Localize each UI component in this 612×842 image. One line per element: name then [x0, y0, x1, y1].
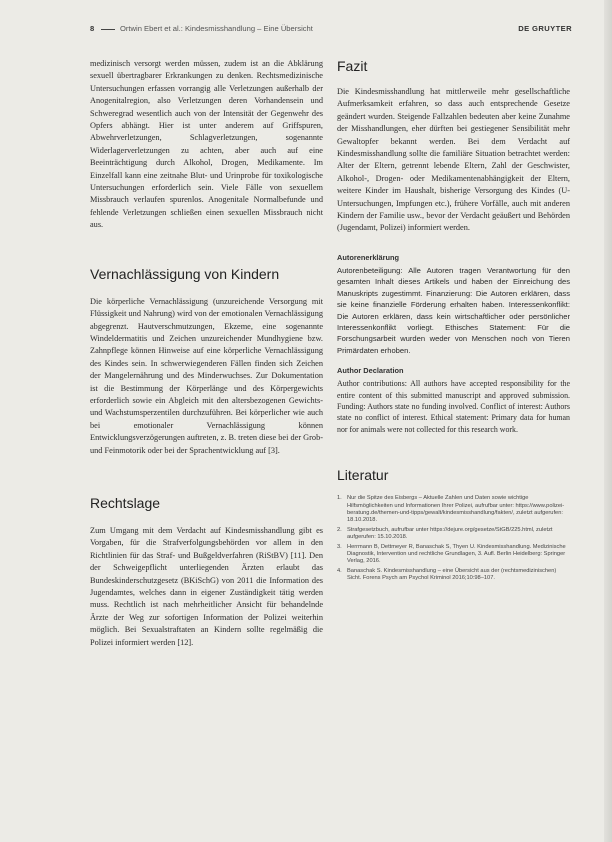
page-number: 8 [90, 24, 95, 33]
author-declaration-heading-en: Author Declaration [337, 366, 404, 376]
page-edge-shadow [604, 0, 612, 842]
reference-item: 4. Banaschak S. Kindesmisshandlung – eine Übersicht aus der (rechtsmedizinischen) Sicht. Forens Psych am Psychol Kriminol 2016;10:98–107. [337, 567, 557, 582]
author-statement-text-de: Autorenbeteiligung: Alle Autoren tragen Verantwortung für den gesamten Inhalt dieses Artikels und haben der Einreichung des Manuskripts zugestimmt. Finanzierung: Die Autoren erklären, dass sie keine finanzielle Förderung erhalten haben. Interessenkonflikt: Die Autoren erklären, dass kein wirtschaftlicher oder persönlicher Interessenkonflikt vorliegt. Ethisches Statement: Für die Forschungsarbeit wurden weder von Menschen noch von Tieren Primärdaten erhoben. [337, 265, 570, 355]
section-heading-legal: Rechtslage [90, 494, 161, 511]
running-title: Ortwin Ebert et al.: Kindesmisshandlung – Eine Übersicht [120, 24, 313, 33]
neglect-paragraph: Die körperliche Vernachlässigung (unzureichende Versorgung mit Flüssigkeit und Nahrung) wird von der emotionalen Vernachlässigung abgegrenzt. Hautverschmutzungen, Ekzeme, eine sogenannte Windeldermatitis und Zeichen unzureichender Mundhygiene bzw. Zahnpflege können Hinweise auf eine körperliche Vernachlässigung des Kindes sein. In schwerwiegenderen Fällen finden sich Zeichen der Mangelernährung und des Minderwuchses. Zur Dokumentation ist die Bestimmung der Körperlänge und des Körpergewichts erforderlich sowie ein Abgleich mit den altersbezogenen Gewichts- und Wachstumsperzentilen durchzuführen. Bei körperlicher wie auch bei emotionaler Vernachlässigung können Entwicklungsverzögerungen auftreten, z. B. treten diese bei der Grob- und Feinmotorik oder bei der Sprachentwicklung auf [3]. [90, 296, 323, 455]
section-heading-literature: Literatur [337, 467, 389, 484]
header-rule [101, 29, 115, 30]
section-heading-fazit: Fazit [337, 58, 368, 74]
author-declaration-text-en: Author contributions: All authors have accepted responsibility for the entire content of this submitted manuscript and approved submission. Funding: Authors state no funding involved. Conflict of interest: Authors state no conflict of interest. Ethical statement: Primary data for human nor for animals were not collected for this research work. [337, 379, 570, 434]
legal-paragraph: Zum Umgang mit dem Verdacht auf Kindesmisshandlung gibt es Vorgaben, für die Strafverfolgungsbehörden vor allem in den Richtlinien für das Straf- und Bußgeldverfahren (RiStBV) [11]. Den der Schweigepflicht unterliegenden Ärzten erlaubt das Bundeskinderschutzgesetz (BKiSchG) von 2011 die Information des Jugendamtes, welches dann in eigener Zuständigkeit tätig werden muss. Rechtlich ist nach mehrheitlicher Ansicht für behandelnde Ärzte der Weg zur sofortigen Information der Polizei weiterhin möglich. Bei Sexualstraftaten an Kindern sollte regelmäßig die Polizei informiert werden [12]. [90, 525, 323, 647]
running-header [90, 24, 572, 38]
author-statement-heading-de: Autorenerklärung [337, 252, 400, 262]
intro-paragraph: medizinisch versorgt werden müssen, zudem ist an die Abklärung sexuell übertragbarer Erkrankungen zu denken. Rechtsmedizinische Untersuchungen erfassen vorrangig alle Verletzungen außerhalb der Anogenitalregion, also Verletzungen deren Vorhandensein und Schweregrad wesentlich auch von der Intensität der Gegenwehr des Opfers abhängt. Hier ist unter anderem auf Griffspuren, Abwehrverletzungen, Schlagverletzungen, sogenannte Widerlagerverletzungen zu achten, aber auch auf eine Beeinträchtigung durch Alkohol, Drogen, Medikamente. Im Einzelfall kann eine zeitnahe Blut- und Urinprobe für toxikologische Untersuchungen erforderlich sein. Viele Fälle von sexuellem Missbrauch verlaufen spurenlos. Anogenitale Normalbefunde und fehlende Verletzungen schließen einen sexuellen Missbrauch nicht aus. [90, 59, 323, 230]
right-column [337, 58, 570, 585]
fazit-paragraph: Die Kindesmisshandlung hat mittlerweile mehr gesellschaftliche Aufmerksamkeit erfahren, so dass auch entsprechende Gesetze geändert wurden. Steigende Fallzahlen bedeuten aber keine Zunahme der Misshandlungen, eher dürften bei gestiegener Sensibilität mehr Gewaltopfer bekannt werden. Bei dem Verdacht auf Kindesmisshandlung sollte die familiäre Situation betrachtet werden: Alter der Eltern, getrennt lebende Eltern, Zahl der Geschwister, Alkohol-, Drogen- oder Medikamentenabhängigkeit der Eltern, weitere Kinder im Haushalt, bisherige Versorgung des Kindes (U-Untersuchungen, Impfungen etc.), frühere Vorfälle, auch mit anderen Kindern der Familie usw., bevor der Verdacht geäußert und Behörden (Jugendamt, Polizei) informiert werden. [337, 87, 570, 233]
left-column [90, 58, 323, 649]
publisher-logo: DE GRUYTER [518, 24, 572, 33]
reference-item: 2. Strafgesetzbuch, aufrufbar unter https://dejure.org/gesetze/StGB/225.html, zuletzt aufgerufen: 15.10.2018. [337, 526, 553, 541]
reference-list [337, 495, 570, 582]
section-heading-neglect: Vernachlässigung von Kindern [90, 265, 280, 282]
reference-item: 3. Herrmann B, Dettmeyer R, Banaschak S, Thyen U. Kindesmisshandlung. Medizinische Diagnostik, Intervention und rechtliche Grundlagen, 3. Aufl. Berlin Heidelberg: Springer Verlag, 2016. [337, 543, 566, 565]
reference-item: 1. Nur die Spitze des Eisbergs – Aktuelle Zahlen und Daten sowie wichtige Hilfsmöglichkeiten und Informationen Ihrer Polizei, aufrufbar unter: https://www.polizei-beratung.de/themen-und-tipps/gewalt/kindesmisshandlung/fakten/, zuletzt aufgerufen: 18.10.2018. [337, 495, 565, 524]
